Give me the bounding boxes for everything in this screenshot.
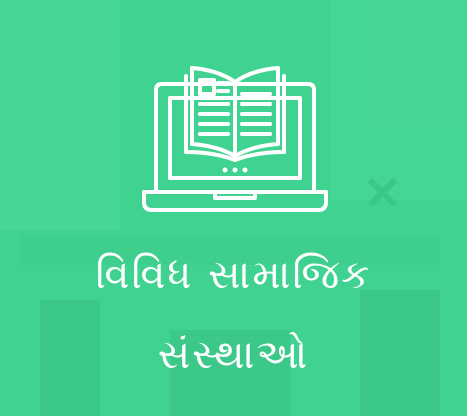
laptop-with-open-book-icon [140, 52, 330, 222]
tile-title-line-2: સંસ્થાઓ [157, 332, 310, 378]
tile-title-line-1: વિવિધ સામાજિક [95, 252, 372, 298]
